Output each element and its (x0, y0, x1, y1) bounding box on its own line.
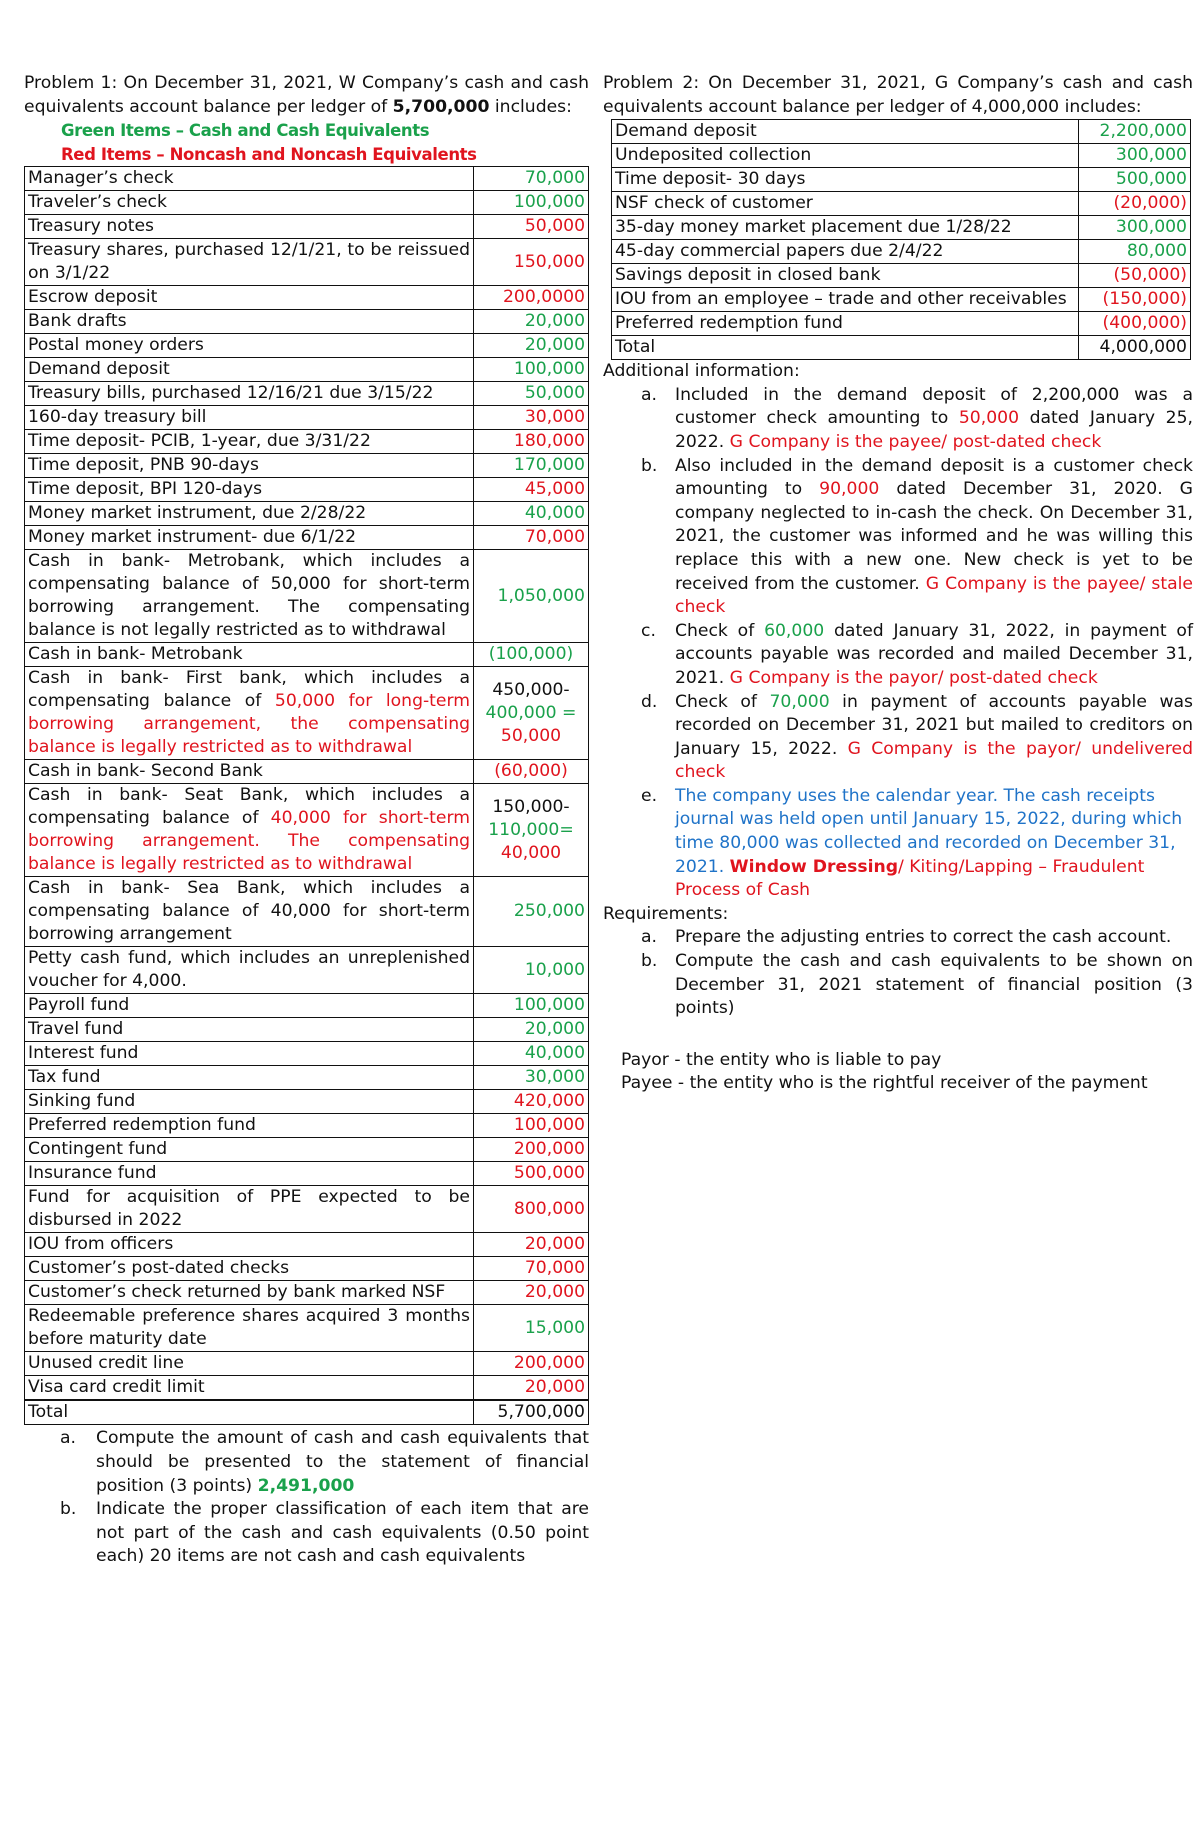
item-description (25, 430, 474, 454)
info-a-text: Included in the demand deposit of 2,200,000 was a customer check amounting to (675, 384, 1193, 429)
table-row (25, 1114, 589, 1138)
item-description: NSF check of customer (612, 192, 1079, 216)
table-row (25, 947, 589, 994)
item-description (25, 191, 474, 215)
info-b-note: G Company is the payee/ stale check (675, 573, 1193, 618)
info-c (603, 620, 1193, 691)
item-description: Demand deposit (612, 120, 1079, 144)
item-amount: 80,000 (1079, 240, 1191, 264)
item-description (25, 286, 474, 310)
item-description: 35-day money market placement due 1/28/22 (612, 216, 1079, 240)
info-d (603, 691, 1193, 785)
additional-info-heading: Additional information: (603, 361, 800, 382)
item-description-text: Cash in bank- Metrobank, which includes a compensating balance of 50,000 for short-term borrowing arrangement. The compensating balance is not legally restricted as to withdrawal (28, 551, 470, 641)
total-amount: 4,000,000 (1079, 336, 1191, 360)
item-amount: (150,000) (1079, 288, 1191, 312)
info-e-text: The company uses the calendar year. The cash receipts journal was held open until January 15, 2022, during which time 80,000 was collected and recorded on December 31, 2021. (675, 785, 1183, 877)
item-description: Undeposited collection (612, 144, 1079, 168)
item-description (25, 1162, 474, 1186)
table-row (25, 526, 589, 550)
item-description-text: Treasury notes (28, 216, 154, 237)
info-b-text-2: dated December 31, 2020. G company neglected to in-cash the check. On December 31, 2021, the customer was informed and he was willing this replace this with a new one. New check is yet to be received from the customer. (675, 479, 1194, 594)
table-row (25, 1042, 589, 1066)
item-description (25, 1352, 474, 1376)
item-amount: 500,000 (1079, 168, 1191, 192)
item-amount: (60,000) (474, 760, 589, 784)
item-description-text: Sinking fund (28, 1091, 136, 1112)
item-description (25, 550, 474, 643)
item-amount: 45,000 (474, 478, 589, 502)
table-row (25, 358, 589, 382)
item-description (25, 1376, 474, 1401)
info-a (603, 384, 1193, 455)
info-c-marker: c. (641, 620, 656, 641)
legend-green: Green Items – Cash and Cash Equivalents (61, 121, 430, 141)
item-description (25, 784, 474, 877)
info-a-marker: a. (641, 384, 657, 405)
item-description-text: Travel fund (28, 1019, 124, 1040)
info-d-marker: d. (641, 691, 658, 712)
table-row (612, 144, 1191, 168)
item-description-text: Insurance fund (28, 1163, 157, 1184)
table-row (25, 1352, 589, 1376)
item-description: 45-day commercial papers due 2/4/22 (612, 240, 1079, 264)
info-d-text: Check of (675, 691, 770, 712)
info-c-text-2: dated January 31, 2022, in payment of accounts payable was recorded and mailed December 31, 2021. (675, 620, 1194, 688)
item-amount: 420,000 (474, 1090, 589, 1114)
item-amount: 40,000 (474, 1042, 589, 1066)
item-description-text: Cash in bank- Sea Bank, which includes a compensating balance of 40,000 for short-term borrowing arrangement (28, 878, 470, 945)
table-row (25, 877, 589, 947)
item-description-text: Bank drafts (28, 311, 127, 332)
amount-line: 50,000 (500, 725, 562, 746)
item-description-text: Customer’s post-dated checks (28, 1258, 290, 1279)
item-amount: 200,000 (474, 1352, 589, 1376)
item-description-text: Unused credit line (28, 1353, 184, 1374)
table-row (25, 760, 589, 784)
item-amount: 20,000 (474, 310, 589, 334)
item-amount: 20,000 (474, 1281, 589, 1305)
item-amount: 30,000 (474, 1066, 589, 1090)
table-row (612, 192, 1191, 216)
amount-line: 150,000- (492, 796, 570, 817)
problem-2-intro: Problem 2: On December 31, 2021, G Company’s cash and cash equivalents account balance per ledger of 4,000,000 includes: (603, 73, 1193, 117)
item-description-text: Payroll fund (28, 995, 130, 1016)
item-description-text: Money market instrument- due 6/1/22 (28, 527, 357, 548)
info-c-text: Check of (675, 620, 765, 641)
item-description-text: Time deposit, PNB 90-days (28, 455, 259, 476)
definitions (603, 1049, 1193, 1096)
item-amount: 100,000 (474, 191, 589, 215)
item-amount: 500,000 (474, 1162, 589, 1186)
info-b-amount: 90,000 (819, 479, 880, 500)
table-row (25, 784, 589, 877)
amount-line: 40,000 (500, 842, 562, 863)
item-description (25, 1138, 474, 1162)
table-row (25, 1090, 589, 1114)
table-row (25, 1376, 589, 1401)
item-description (25, 382, 474, 406)
item-description (25, 334, 474, 358)
problem-1-table (24, 166, 589, 1425)
item-description-text: 160-day treasury bill (28, 407, 207, 428)
item-description-restricted: 50,000 for long-term borrowing arrangement, the compensating balance is legally restricted as to withdrawal (28, 691, 470, 758)
item-amount: (20,000) (1079, 192, 1191, 216)
amount-line: 110,000= (488, 819, 574, 840)
item-description (25, 1090, 474, 1114)
table-row (25, 502, 589, 526)
item-amount: 10,000 (474, 947, 589, 994)
question-a-answer: 2,491,000 (257, 1475, 355, 1496)
item-description-text: Cash in bank- First bank, which includes a compensating balance of (28, 668, 470, 712)
item-description (25, 239, 474, 286)
question-a (24, 1427, 589, 1498)
table-row (25, 215, 589, 239)
total-row (25, 1400, 589, 1425)
item-amount (474, 784, 589, 877)
table-row (612, 264, 1191, 288)
info-a-note: G Company is the payee/ post-dated check (729, 431, 1102, 452)
table-row (612, 240, 1191, 264)
item-amount: 100,000 (474, 1114, 589, 1138)
info-e (603, 785, 1193, 903)
item-description (25, 406, 474, 430)
info-b-text: Also included in the demand deposit is a customer check amounting to (675, 455, 1193, 500)
total-label: Total (612, 336, 1079, 360)
item-description-text: Preferred redemption fund (28, 1115, 256, 1136)
item-description (25, 994, 474, 1018)
item-description (25, 1305, 474, 1352)
item-description-text: Cash in bank- Metrobank (28, 644, 243, 665)
table-row (612, 312, 1191, 336)
table-row (25, 382, 589, 406)
item-amount: 250,000 (474, 877, 589, 947)
item-description: Savings deposit in closed bank (612, 264, 1079, 288)
item-description (25, 310, 474, 334)
item-description (25, 760, 474, 784)
table-row (25, 550, 589, 643)
item-description-text: Visa card credit limit (28, 1377, 205, 1398)
item-amount: 70,000 (474, 167, 589, 191)
item-description (25, 947, 474, 994)
legend-red: Red Items – Noncash and Noncash Equivalents (61, 144, 477, 164)
item-description (25, 1281, 474, 1305)
table-row (25, 430, 589, 454)
question-b-marker: b. (60, 1499, 77, 1520)
item-description-text: Tax fund (28, 1067, 101, 1088)
item-description-text: Money market instrument, due 2/28/22 (28, 503, 367, 524)
info-b (603, 455, 1193, 620)
item-description (25, 454, 474, 478)
requirement-b-text: Compute the cash and cash equivalents to be shown on December 31, 2021 statement of financial position (3 points) (675, 951, 1193, 1019)
item-description: IOU from an employee – trade and other receivables (612, 288, 1079, 312)
item-description-text: Postal money orders (28, 335, 204, 356)
item-description-text: Petty cash fund, which includes an unreplenished voucher for 4,000. (28, 948, 470, 992)
item-description (25, 643, 474, 667)
intro-balance: 5,700,000 (392, 96, 490, 117)
problem-1-intro (24, 72, 589, 119)
item-amount: 15,000 (474, 1305, 589, 1352)
item-amount: 1,050,000 (474, 550, 589, 643)
item-description (25, 1114, 474, 1138)
amount-line: 400,000 = (485, 702, 577, 723)
problem-2 (603, 72, 1193, 1096)
item-amount: 100,000 (474, 994, 589, 1018)
item-amount (474, 667, 589, 760)
item-amount: 20,000 (474, 1018, 589, 1042)
item-amount: 180,000 (474, 430, 589, 454)
info-d-amount: 70,000 (769, 691, 830, 712)
item-amount: 20,000 (474, 334, 589, 358)
requirement-b (603, 950, 1193, 1021)
item-description-text: Fund for acquisition of PPE expected to be disbursed in 2022 (28, 1187, 470, 1231)
item-description: Time deposit- 30 days (612, 168, 1079, 192)
item-amount: 2,200,000 (1079, 120, 1191, 144)
item-description-text: Treasury bills, purchased 12/16/21 due 3/15/22 (28, 383, 434, 404)
item-description-text: Manager’s check (28, 168, 174, 189)
amount-line: 450,000- (492, 679, 570, 700)
table-row (25, 1162, 589, 1186)
item-description-text: Contingent fund (28, 1139, 168, 1160)
table-row (25, 1305, 589, 1352)
item-description (25, 1066, 474, 1090)
item-description (25, 1257, 474, 1281)
question-b-text: Indicate the proper classification of each item that are not part of the cash and cash equivalents (0.50 point each) 20 items are not cash and cash equivalents (96, 1499, 589, 1567)
table-row (25, 310, 589, 334)
item-amount: 20,000 (474, 1376, 589, 1401)
item-description-text: Cash in bank- Seat Bank, which includes a compensating balance of (28, 785, 470, 829)
table-row (25, 994, 589, 1018)
item-amount: 70,000 (474, 526, 589, 550)
item-description (25, 1042, 474, 1066)
item-amount: 30,000 (474, 406, 589, 430)
item-description: Preferred redemption fund (612, 312, 1079, 336)
item-description-text: Customer’s check returned by bank marked NSF (28, 1282, 446, 1303)
table-row (25, 406, 589, 430)
table-row (25, 1257, 589, 1281)
item-description (25, 877, 474, 947)
item-description-restricted: 40,000 for short-term borrowing arrangement. The compensating balance is legally restricted as to withdrawal (28, 808, 470, 875)
item-description-text: IOU from officers (28, 1234, 174, 1255)
item-amount: 50,000 (474, 215, 589, 239)
table-row (25, 1281, 589, 1305)
info-a-text-2: dated January 25, 2022. (675, 408, 1193, 452)
info-d-text-2: in payment of accounts payable was recorded on December 31, 2021 but mailed to creditors on January 15, 2022. (675, 691, 1193, 759)
item-description-text: Cash in bank- Second Bank (28, 761, 263, 782)
info-d-note: G Company is the payor/ undelivered check (675, 738, 1193, 783)
table-row (612, 120, 1191, 144)
item-amount: 200,0000 (474, 286, 589, 310)
payor-definition: Payor - the entity who is liable to pay (621, 1049, 942, 1070)
item-description (25, 502, 474, 526)
table-row (25, 286, 589, 310)
intro-includes: includes: (489, 96, 572, 117)
item-description (25, 1233, 474, 1257)
total-amount: 5,700,000 (474, 1400, 589, 1425)
requirements-list (603, 926, 1193, 1020)
problem-1-questions (24, 1427, 589, 1569)
item-amount: (50,000) (1079, 264, 1191, 288)
question-a-text: Compute the amount of cash and cash equivalents that should be presented to the statement of financial position (3 points) (96, 1428, 589, 1496)
item-description-text: Demand deposit (28, 359, 170, 380)
item-description-text: Time deposit- PCIB, 1-year, due 3/31/22 (28, 431, 371, 452)
requirement-b-marker: b. (641, 951, 658, 972)
table-row (25, 1018, 589, 1042)
requirement-a-marker: a. (641, 927, 657, 948)
item-amount: 800,000 (474, 1186, 589, 1233)
question-a-marker: a. (60, 1428, 76, 1449)
item-description (25, 1018, 474, 1042)
item-amount: 170,000 (474, 454, 589, 478)
info-c-amount: 60,000 (764, 620, 825, 641)
info-c-note: G Company is the payor/ post-dated check (729, 667, 1098, 688)
item-description (25, 526, 474, 550)
question-b (24, 1498, 589, 1569)
info-e-window-dressing: Window Dressing (729, 856, 899, 877)
item-description-text: Redeemable preference shares acquired 3 months before maturity date (28, 1306, 470, 1350)
item-amount: 100,000 (474, 358, 589, 382)
intro-text: Problem 1: On December 31, 2021, W Company’s cash and cash equivalents account balance per ledger of (24, 73, 589, 117)
table-row (612, 168, 1191, 192)
problem-2-table (611, 119, 1191, 360)
table-row (612, 216, 1191, 240)
item-description-text: Escrow deposit (28, 287, 158, 308)
problem-1 (24, 72, 589, 1569)
item-amount: 50,000 (474, 382, 589, 406)
table-row (25, 191, 589, 215)
item-amount: 300,000 (1079, 144, 1191, 168)
item-description (25, 215, 474, 239)
info-a-amount: 50,000 (958, 408, 1019, 429)
info-b-marker: b. (641, 455, 658, 476)
table-row (25, 1186, 589, 1233)
item-description-text: Interest fund (28, 1043, 139, 1064)
item-description (25, 358, 474, 382)
item-description-text: Time deposit, BPI 120-days (28, 479, 263, 500)
table-row (25, 239, 589, 286)
item-amount: 40,000 (474, 502, 589, 526)
table-row (612, 288, 1191, 312)
item-description-text: Treasury shares, purchased 12/1/21, to be reissued on 3/1/22 (28, 240, 470, 284)
requirements-heading: Requirements: (603, 903, 729, 924)
item-description (25, 478, 474, 502)
total-label: Total (25, 1400, 474, 1425)
requirement-a-text: Prepare the adjusting entries to correct the cash account. (675, 927, 1172, 948)
total-row (612, 336, 1191, 360)
item-amount: (100,000) (474, 643, 589, 667)
table-row (25, 167, 589, 191)
item-description (25, 1186, 474, 1233)
info-e-note: / Kiting/Lapping – Fraudulent Process of Cash (675, 856, 1145, 901)
additional-info-list (603, 384, 1193, 903)
table-row (25, 1138, 589, 1162)
item-description-text: Traveler’s check (28, 192, 167, 213)
table-row (25, 454, 589, 478)
payee-definition: Payee - the entity who is the rightful receiver of the payment (621, 1073, 1148, 1094)
table-row (25, 478, 589, 502)
requirement-a (603, 926, 1193, 950)
info-e-marker: e. (641, 785, 658, 806)
item-amount: 200,000 (474, 1138, 589, 1162)
table-row (25, 1233, 589, 1257)
item-description (25, 667, 474, 760)
table-row (25, 1066, 589, 1090)
item-amount: 300,000 (1079, 216, 1191, 240)
item-amount: 70,000 (474, 1257, 589, 1281)
item-description (25, 167, 474, 191)
item-amount: (400,000) (1079, 312, 1191, 336)
item-amount: 150,000 (474, 239, 589, 286)
table-row (25, 643, 589, 667)
table-row (25, 667, 589, 760)
table-row (25, 334, 589, 358)
item-amount: 20,000 (474, 1233, 589, 1257)
